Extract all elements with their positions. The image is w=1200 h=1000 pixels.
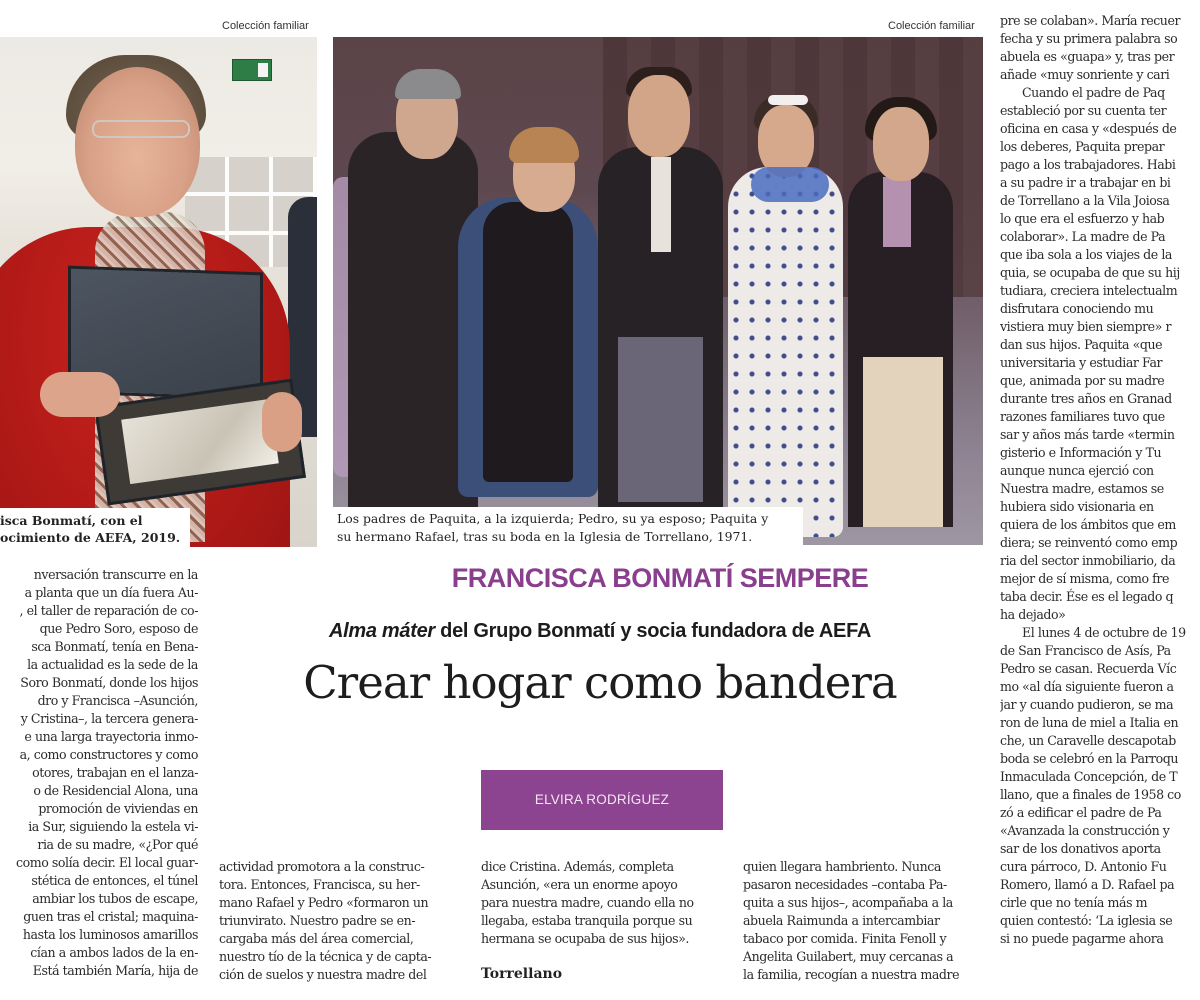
text-line: taba decir. Ése es el legado q [1000,589,1174,604]
text-line: promoción de viviendas en [38,801,198,816]
text-line: quien contestó: ‘La iglesia se [1000,913,1173,928]
text-line: jar y cuando pudieron, se ma [1000,697,1174,712]
text-line: quien llegara hambriento. Nunca [743,859,941,874]
kicker: FRANCISCA BONMATÍ SEMPERE [451,563,869,593]
text-line: abuela es «guapa» y, tras per [1000,49,1175,64]
text-line: sca Bonmatí, tenía en Bena- [31,639,198,654]
text-line: mejor de sí misma, como fre [1000,571,1169,586]
text-line: oficina en casa y «después de [1000,121,1177,136]
text-line: diera; se reinventó como emp [1000,535,1178,550]
text-line: triunvirato. Nuestro padre se en- [219,913,416,928]
text-line: Cuando el padre de Paq [1022,85,1165,100]
subhead [210,620,990,643]
text-line: a su padre ir a trabajar en bi [1000,175,1171,190]
text-line: cirle que no tenía más m [1000,895,1148,910]
text-line: los deberes, Paquita prepar [1000,139,1165,154]
text-line: boda se celebró en la Parroqu [1000,751,1179,766]
text-line: como solía decir. El local guar- [16,855,198,870]
text-line: ción de suelos y nuestra madre del [219,967,427,982]
author-byline: ELVIRA RODRÍGUEZ [481,770,723,830]
subhead-italic: Alma máter [328,620,435,642]
text-line: gisterio e Información y Tu [1000,445,1162,460]
text-line: fecha y su primera palabra so [1000,31,1178,46]
text-line: dice Cristina. Además, completa [481,859,674,874]
body-column-1 [0,566,198,980]
photo-wedding-1971 [333,37,983,545]
photo-figure [92,120,190,138]
text-line: tora. Entonces, Francisca, su her- [219,877,420,892]
photo-figure [509,127,579,163]
text-line: hermana se ocupaba de sus hijos». [481,931,689,946]
photo-credit: Colección familiar [888,20,975,32]
photo-figure [751,167,829,202]
photo-caption [0,508,190,550]
text-line: Romero, llamó a D. Rafael pa [1000,877,1175,892]
text-line: hasta los luminosos amarillos [22,927,198,942]
text-line: dro y Francisca –Asunción, [37,693,198,708]
text-line: mo «al día siguiente fueron a [1000,679,1174,694]
text-line: vistiera muy bien siempre» r [1000,319,1172,334]
text-line: Inmaculada Concepción, de T [1000,769,1178,784]
text-line: de Torrellano a la Vila Joiosa [1000,193,1170,208]
text-line: la actualidad es la sede de la [27,657,198,672]
photo-figure [262,392,302,452]
photo-figure [651,157,671,252]
text-line: si no puede pagarme ahora [1000,931,1164,946]
text-line: abuela Raimunda a intercambiar [743,913,940,928]
text-line: sar de los donativos aporta [1000,841,1161,856]
text-line: ron de luna de miel a Italia en [1000,715,1179,730]
text-line: mano Rafael y Pedro «formaron un [219,895,429,910]
text-line: disfrutara conociendo mu [1000,301,1154,316]
text-line: llano, que a finales de 1958 co [1000,787,1181,802]
text-line: que iba sola a los viajes de la [1000,247,1172,262]
text-line: actividad promotora a la construc- [219,859,425,874]
caption-line: ocimiento de AEFA, 2019. [0,530,181,545]
text-line: otores, trabajan en el lanza- [32,765,198,780]
text-line: pago a los trabajadores. Habi [1000,157,1176,172]
text-line: Asunción, «era un enorme apoyo [481,877,678,892]
text-line: nuestro tío de la técnica y de capta- [219,949,432,964]
page-title: Crear hogar como bandera [303,656,897,709]
text-line: para nuestra madre, cuando ella no [481,895,694,910]
text-line: a planta que un día fuera Au- [24,585,198,600]
text-line: «Avanzada la construcción y [1000,823,1170,838]
text-line: añade «muy sonriente y cari [1000,67,1170,82]
text-line: estableció por su cuenta ter [1000,103,1167,118]
text-line: pasaron necesidades –contaba Pa- [743,877,947,892]
text-line: y Cristina–, la tercera genera- [20,711,198,726]
text-line: ia Sur, siguiendo la estela vi- [28,819,198,834]
subhead-text: del Grupo Bonmatí y socia fundadora de AEFA [434,620,872,642]
text-line: pre se colaban». María recuer [1000,13,1181,28]
text-line: nversación transcurre en la [33,567,198,582]
text-line: razones familiares tuvo que [1000,409,1165,424]
text-line: la familia, recogían a nuestra madre [743,967,960,982]
text-line: quia, se ocupaba de que su hij [1000,265,1180,280]
exit-sign-icon [232,59,272,81]
photo-figure [395,69,461,99]
text-line: Angelita Guilabert, muy cercanas a [743,949,954,964]
text-line: que Pedro Soro, esposo de [39,621,198,636]
photo-figure [483,202,573,482]
text-line: stética de entonces, el túnel [31,873,198,888]
text-line: che, un Caravelle descapotab [1000,733,1176,748]
text-line: quiera de los ámbitos que em [1000,517,1176,532]
section-heading: Torrellano [481,966,563,982]
text-line: lo que era el esfuerzo y hab [1000,211,1165,226]
text-line: llegaba, estaba tranquila porque su [481,913,693,928]
text-line: ambiar los tubos de escape, [32,891,198,906]
text-line: zó a edificar el padre de Pa [1000,805,1162,820]
photo-caption [333,507,803,551]
text-line: Está también María, hija de [32,963,198,978]
text-line: Pedro se casan. Recuerda Víc [1000,661,1177,676]
photo-figure [883,177,911,247]
photo-figure [728,167,843,537]
text-line: e una larga trayectoria inmo- [24,729,198,744]
caption-line: Los padres de Paquita, a la izquierda; Pedro, su ya esposo; Paquita y [337,511,769,526]
text-line: ria del sector inmobiliario, da [1000,553,1176,568]
text-line: tabaco por comida. Finita Fenoll y [743,931,947,946]
photo-figure [75,67,200,217]
text-line: Soro Bonmatí, donde los hijos [20,675,198,690]
text-line: a, como constructores y como [19,747,198,762]
caption-line: su hermano Rafael, tras su boda en la Iglesia de Torrellano, 1971. [337,529,753,544]
text-line: cura párroco, D. Antonio Fu [1000,859,1167,874]
photo-figure [873,107,929,181]
text-line: El lunes 4 de octubre de 19 [1022,625,1186,640]
photo-figure [768,95,808,105]
text-line: universitaria y estudiar Far [1000,355,1163,370]
photo-figure [618,337,703,502]
text-line: ha dejado» [1000,607,1066,622]
text-line: Nuestra madre, estamos se [1000,481,1164,496]
text-line: colaborar». La madre de Pa [1000,229,1166,244]
text-line: cargaba más del área comercial, [219,931,414,946]
text-line: dan sus hijos. Paquita «que [1000,337,1163,352]
body-column-5 [1000,12,1200,948]
text-line: que, animada por su madre [1000,373,1165,388]
photo-figure [628,75,690,157]
text-line: de San Francisco de Asís, Pa [1000,643,1171,658]
text-line: hubiera sido visionaria en [1000,499,1154,514]
caption-line: isca Bonmatí, con el [0,513,143,528]
photo-credit: Colección familiar [222,20,309,32]
text-line: aunque nunca ejerció con [1000,463,1154,478]
body-column-2 [219,858,449,984]
body-column-3 [481,858,721,948]
text-line: , el taller de reparación de co- [19,603,198,618]
text-line: quita a sus hijos–, acompañaba a la [743,895,953,910]
text-line: o de Residencial Alona, una [33,783,198,798]
text-line: tudiara, creciera intelectualm [1000,283,1178,298]
photo-figure [40,372,120,417]
text-line: ria de su madre, «¿Por qué [37,837,198,852]
text-line: sar y años más tarde «termin [1000,427,1175,442]
photo-figure [863,357,943,527]
text-line: guen tras el cristal; maquina- [23,909,198,924]
body-column-4 [743,858,983,984]
text-line: durante tres años en Granad [1000,391,1172,406]
photo-award-portrait [0,37,317,547]
text-line: cían a ambos lados de la en- [30,945,198,960]
